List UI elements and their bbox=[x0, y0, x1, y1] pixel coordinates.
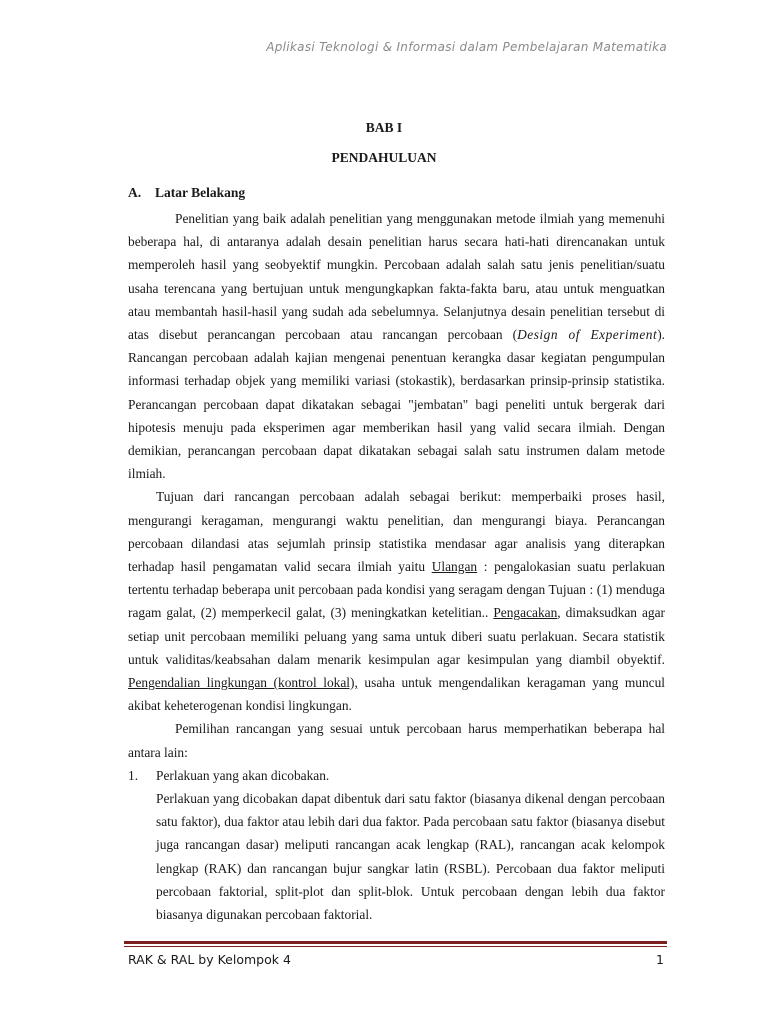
para1-italic: Design of Experiment bbox=[517, 327, 658, 343]
chapter-title: PENDAHULUAN bbox=[331, 150, 437, 165]
page-number: 1 bbox=[656, 952, 664, 967]
list-item-number: 1. bbox=[128, 767, 139, 783]
footer-rule-thin bbox=[124, 946, 667, 947]
paragraph-2 bbox=[128, 485, 665, 717]
list-item-heading bbox=[128, 764, 665, 787]
para1-text-a: Penelitian yang baik adalah penelitian yang menggunakan metode ilmiah yang memenuhi beberapa hal, di antaranya adalah desain penelitian harus secara hati-hati direncanakan untuk memperoleh hasil yang seobyektif mungkin. Percobaan adalah salah satu jenis penelitian/suatu usaha terencana yang bertujuan untuk mengungkapkan fakta-fakta baru, atau untuk menguatkan atau membantah hasil-hasil yang sudah ada sebelumnya. Selanjutnya desain penelitian tersebut di atas disebut perancangan percobaan atau rancangan percobaan ( bbox=[128, 211, 665, 343]
paragraph-3: Pemilihan rancangan yang sesuai untuk percobaan harus memperhatikan beberapa hal antara lain: bbox=[128, 721, 665, 760]
footer-label: RAK & RAL by Kelompok 4 bbox=[128, 952, 291, 967]
section-title: Latar Belakang bbox=[155, 185, 246, 200]
list-item-title: Perlakuan yang akan dicobakan. bbox=[156, 767, 330, 783]
para1-text-b: ). Rancangan percobaan adalah kajian mengenai penentuan kerangka dasar kegiatan pengumpulan informasi terhadap objek yang memiliki variasi (stokastik), berdasarkan prinsip-prinsip statistika. Perancangan percobaan dapat dikatakan sebagai "jembatan" bagi peneliti untuk bergerak dari hipotesis menuju pada eksperimen agar memberikan hasil yang valid secara ilmiah. Dengan demikian, perancangan percobaan dapat dikatakan sebagai salah satu instrumen dalam metode ilmiah. bbox=[128, 327, 665, 482]
footer-rule-thick bbox=[124, 941, 667, 944]
term-pengacakan: Pengacakan bbox=[493, 605, 558, 621]
list-item-body: Perlakuan yang dicobakan dapat dibentuk dari satu faktor (biasanya dikenal dengan percobaan satu faktor), dua faktor atau lebih dari dua faktor. Pada percobaan satu faktor (biasanya disebut juga rancangan dasar) meliputi rancangan acak lengkap (RAL), rancangan acak kelompok lengkap (RAK) dan rancangan bujur sangkar latin (RSBL). Percobaan dua faktor meliputi percobaan faktorial, split-plot dan split-blok. Untuk percobaan dengan lebih dua faktor biasanya digunakan percobaan faktorial. bbox=[156, 791, 665, 923]
paragraph-1 bbox=[128, 207, 665, 485]
para2-text-c: , dimaksudkan agar setiap unit percobaan memiliki peluang yang sama untuk diberi suatu perlakuan. Secara statistik untuk validitas/keabsahan dalam menarik kesimpulan agar kesimpulan yang diambil obyektif. bbox=[128, 605, 665, 667]
section-heading bbox=[128, 185, 245, 201]
para2-text-b: : pengalokasian suatu perlakuan tertentu terhadap beberapa unit percobaan pada kondisi yang seragam dengan Tujuan : (1) menduga ragam galat, (2) memperkecil galat, (3) meningkatkan ketelitian.. bbox=[128, 559, 665, 621]
para2-text-a: Tujuan dari rancangan percobaan adalah sebagai berikut: memperbaiki proses hasil, mengurangi keragaman, mengurangi waktu penelitian, dan mengurangi biaya. Perancangan percobaan dilandasi atas sejumlah prinsip statistika mendasar agar analisis yang diterapkan terhadap hasil pengamatan valid secara ilmiah yaitu bbox=[128, 489, 665, 575]
list-item bbox=[128, 764, 665, 926]
chapter-label: BAB I bbox=[365, 120, 403, 135]
body-text bbox=[128, 207, 665, 926]
section-number: A. bbox=[128, 185, 142, 200]
term-pengendalian-lingkungan: Pengendalian lingkungan (kontrol lokal), bbox=[128, 675, 358, 691]
para2-text-d: usaha untuk mengendalikan keragaman yang muncul akibat keheterogenan kondisi lingkungan. bbox=[128, 675, 666, 714]
term-ulangan: Ulangan bbox=[431, 559, 478, 575]
running-header: Aplikasi Teknologi & Informasi dalam Pembelajaran Matematika bbox=[266, 40, 667, 54]
